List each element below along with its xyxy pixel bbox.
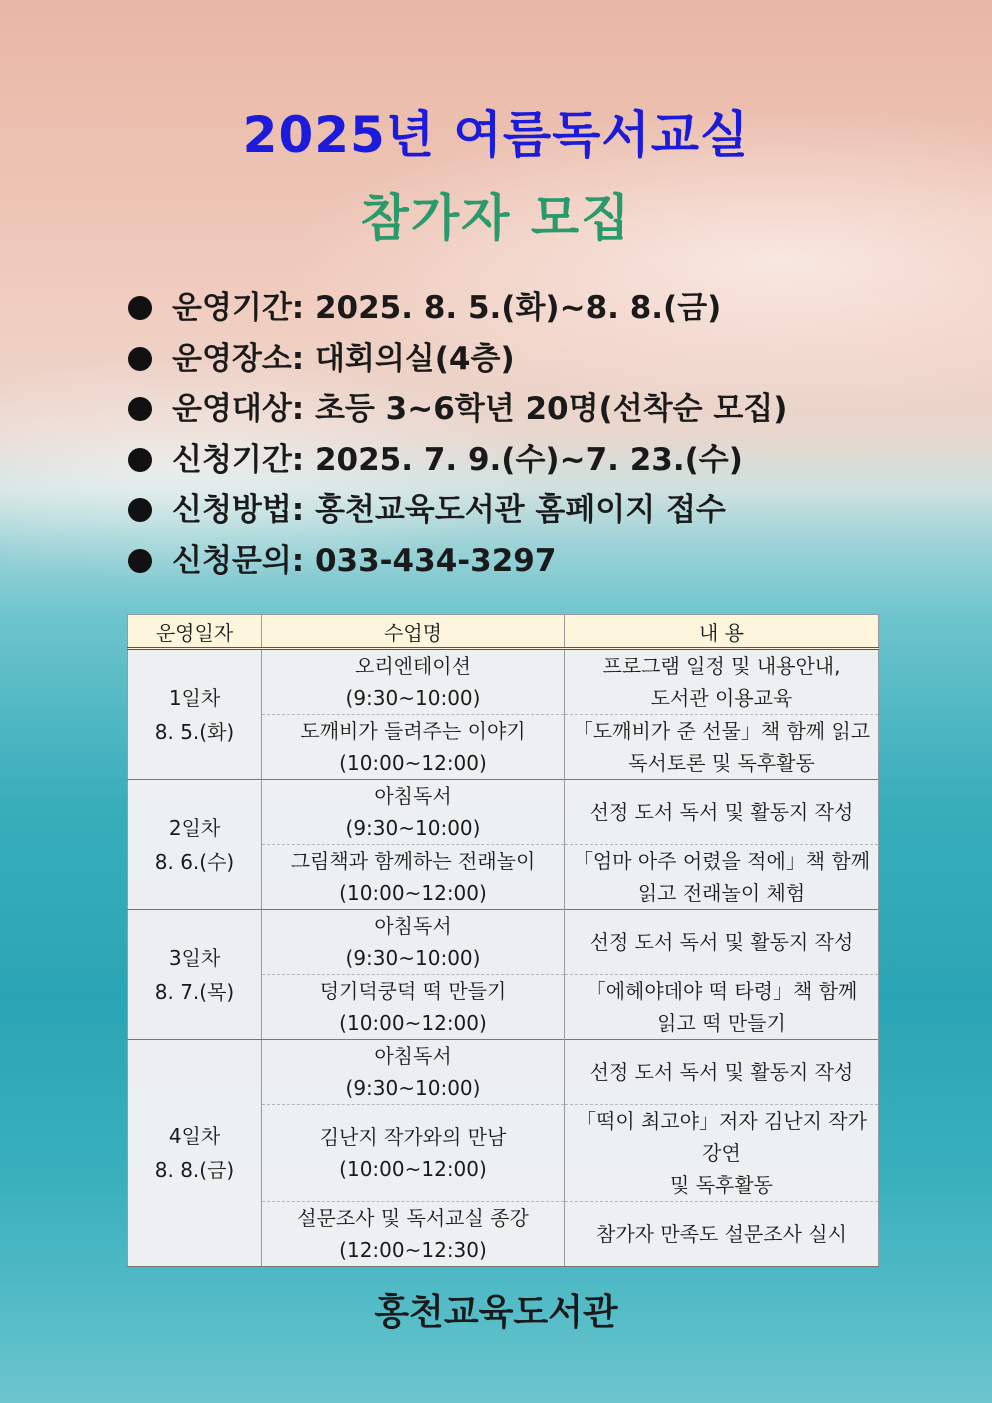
day-cell — [128, 780, 262, 910]
bullet-icon — [128, 549, 152, 573]
content-line: 독서토론 및 독후활동 — [628, 751, 815, 775]
day-date: 8. 8.(금) — [154, 1158, 235, 1182]
class-cell — [262, 910, 565, 975]
class-cell — [262, 1040, 565, 1105]
header-class: 수업명 — [262, 615, 565, 649]
table-row — [128, 649, 879, 715]
class-cell — [262, 845, 565, 910]
content-cell — [565, 715, 879, 780]
class-time: (9:30~10:00) — [345, 816, 481, 840]
content-cell — [565, 910, 879, 975]
day-date: 8. 5.(화) — [154, 719, 235, 744]
info-item-contact — [128, 536, 787, 587]
library-name-footer: 홍천교육도서관 — [374, 1292, 618, 1333]
class-name: 아침독서 — [374, 914, 452, 938]
content-line: 및 독후활동 — [670, 1173, 773, 1197]
class-time: (10:00~12:00) — [339, 1011, 487, 1035]
class-name: 설문조사 및 독서교실 종강 — [297, 1206, 529, 1230]
bullet-icon — [128, 397, 152, 421]
class-cell — [262, 1105, 565, 1202]
content-line: 읽고 떡 만들기 — [657, 1011, 786, 1035]
content-line: 참가자 만족도 설문조사 실시 — [596, 1222, 847, 1246]
info-item-apply-method — [128, 485, 787, 536]
day-cell — [128, 910, 262, 1040]
header-date: 운영일자 — [128, 615, 262, 649]
info-text: 신청문의: 033-434-3297 — [172, 542, 557, 579]
class-cell — [262, 649, 565, 715]
class-name: 아침독서 — [374, 1044, 452, 1068]
info-text: 운영기간: 2025. 8. 5.(화)~8. 8.(금) — [172, 290, 722, 327]
poster-title-line2: 참가자 모집 — [360, 189, 632, 247]
header-content: 내 용 — [565, 615, 879, 649]
day-date: 8. 7.(목) — [154, 979, 235, 1004]
table-header-row — [128, 615, 879, 649]
class-time: (9:30~10:00) — [345, 946, 481, 970]
content-line: 선정 도서 독서 및 활동지 작성 — [589, 930, 854, 954]
schedule-table — [127, 614, 879, 1267]
content-line: 선정 도서 독서 및 활동지 작성 — [589, 1060, 854, 1084]
content-line: 「도깨비가 준 선물」책 함께 읽고 — [572, 719, 871, 743]
info-item-target — [128, 384, 787, 435]
day-label: 2일차 — [168, 815, 221, 840]
day-cell — [128, 649, 262, 780]
info-item-apply-period — [128, 435, 787, 486]
content-line: 선정 도서 독서 및 활동지 작성 — [589, 800, 854, 824]
content-line: 프로그램 일정 및 내용안내, — [602, 654, 841, 678]
content-cell — [565, 845, 879, 910]
class-cell — [262, 715, 565, 780]
class-name: 덩기덕쿵덕 떡 만들기 — [319, 979, 507, 1003]
class-time: (9:30~10:00) — [345, 1076, 481, 1100]
content-line: 읽고 전래놀이 체험 — [637, 881, 806, 905]
content-line: 「엄마 아주 어렸을 적에」책 함께 — [572, 849, 871, 873]
table-row — [128, 1040, 879, 1105]
content-cell — [565, 649, 879, 715]
class-time: (10:00~12:00) — [339, 1157, 487, 1181]
class-cell — [262, 975, 565, 1040]
class-name: 아침독서 — [374, 784, 452, 808]
day-label: 4일차 — [168, 1124, 221, 1148]
class-time: (10:00~12:00) — [339, 751, 487, 775]
info-text: 신청방법: 홍천교육도서관 홈페이지 접수 — [172, 492, 726, 529]
bullet-icon — [128, 296, 152, 320]
info-list — [128, 283, 787, 586]
poster-title-line1: 2025년 여름독서교실 — [242, 106, 750, 164]
info-text: 운영장소: 대회의실(4층) — [172, 340, 515, 377]
table-row — [128, 780, 879, 845]
table-row — [128, 910, 879, 975]
info-text: 신청기간: 2025. 7. 9.(수)~7. 23.(수) — [172, 441, 743, 478]
class-name: 김난지 작가와의 만남 — [319, 1125, 507, 1149]
content-cell — [565, 1105, 879, 1202]
class-time: (12:00~12:30) — [339, 1238, 487, 1262]
content-line: 「에헤야데야 떡 타령」책 함께 — [585, 979, 858, 1003]
info-item-place — [128, 334, 787, 385]
class-time: (9:30~10:00) — [345, 686, 481, 710]
class-cell — [262, 780, 565, 845]
bullet-icon — [128, 347, 152, 371]
class-name: 도깨비가 들려주는 이야기 — [300, 719, 526, 743]
content-cell — [565, 1040, 879, 1105]
info-item-period — [128, 283, 787, 334]
class-cell — [262, 1202, 565, 1267]
content-cell — [565, 780, 879, 845]
bullet-icon — [128, 498, 152, 522]
info-text: 운영대상: 초등 3~6학년 20명(선착순 모집) — [172, 391, 788, 428]
content-cell — [565, 975, 879, 1040]
content-line: 「떡이 최고야」저자 김난지 작가 강연 — [576, 1109, 867, 1165]
day-cell — [128, 1040, 262, 1267]
class-name: 그림책과 함께하는 전래놀이 — [290, 849, 536, 873]
day-label: 3일차 — [168, 945, 221, 970]
day-date: 8. 6.(수) — [154, 849, 235, 874]
day-label: 1일차 — [168, 685, 221, 710]
bullet-icon — [128, 448, 152, 472]
content-cell — [565, 1202, 879, 1267]
class-time: (10:00~12:00) — [339, 881, 487, 905]
class-name: 오리엔테이션 — [355, 654, 471, 678]
content-line: 도서관 이용교육 — [650, 686, 793, 710]
